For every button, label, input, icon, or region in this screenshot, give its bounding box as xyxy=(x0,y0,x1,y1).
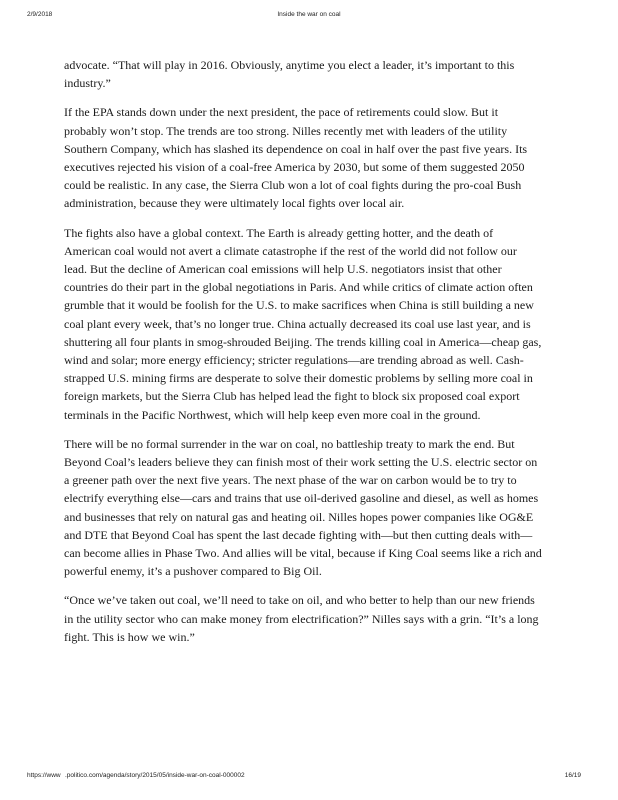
source-url-prefix: https://www xyxy=(27,772,61,779)
source-url-path: .politico.com/agenda/story/2015/05/inside-war-on-coal-000002 xyxy=(65,772,245,779)
print-page-title: Inside the war on coal xyxy=(277,11,341,18)
article-paragraph: “Once we’ve taken out coal, we’ll need to take on oil, and who better to help than our new friends in the utility sector who can make money from electrification?” Nilles says with a grin. “It’s a long fight. This is how we win.” xyxy=(64,593,539,644)
article-body xyxy=(64,56,542,657)
page-number: 16/19 xyxy=(564,772,581,779)
article-paragraph: The fights also have a global context. The Earth is already getting hotter, and the death of American coal would not avert a climate catastrophe if the rest of the world did not follow our lead. But the decline of American coal emissions will help U.S. negotiators insist that other countries do their part in the global negotiations in Paris. And while critics of climate action often grumble that it would be foolish for the U.S. to make sacrifices when China is still building a new coal plant every week, that’s no longer true. China actually decreased its coal use last year, and is shuttering all four plants in smog-shrouded Beijing. The trends killing coal in America—cheap gas, wind and solar; more energy efficiency; stricter regulations—are trending abroad as well. Cash-strapped U.S. mining firms are desperate to solve their domestic problems by selling more coal in foreign markets, but the Sierra Club has helped lead the fight to block six proposed coal export terminals in the Pacific Northwest, which will help keep even more coal in the ground. xyxy=(64,225,542,422)
article-paragraph: There will be no formal surrender in the war on coal, no battleship treaty to mark the end. But Beyond Coal’s leaders believe they can finish most of their work setting the U.S. electric sector on a greener path over the next five years. The next phase of the war on carbon would be to try to electrify everything else—cars and trains that use oil-derived gasoline and diesel, as well as homes and businesses that rely on natural gas and heating oil. Nilles hopes power companies like OG&E and DTE that Beyond Coal has spent the last decade fighting with—but then cutting deals with—can become allies in Phase Two. And allies will be vital, because if King Coal seems like a rich and powerful enemy, it’s a pushover compared to Big Oil. xyxy=(64,436,542,579)
print-header xyxy=(0,11,618,21)
print-footer xyxy=(0,772,618,782)
article-paragraph: advocate. “That will play in 2016. Obviously, anytime you elect a leader, it’s important to this industry.” xyxy=(64,58,515,91)
article-paragraph: If the EPA stands down under the next president, the pace of retirements could slow. But it probably won’t stop. The trends are too strong. Nilles recently met with leaders of the utility Southern Company, which has slashed its dependence on coal in half over the past five years. Its executives rejected his vision of a coal-free America by 2030, but some of them suggested 2050 could be realistic. In any case, the Sierra Club won a lot of coal fights during the pro-coal Bush administration, because they were ultimately local fights over local air. xyxy=(64,105,528,211)
print-date: 2/9/2018 xyxy=(27,11,53,18)
